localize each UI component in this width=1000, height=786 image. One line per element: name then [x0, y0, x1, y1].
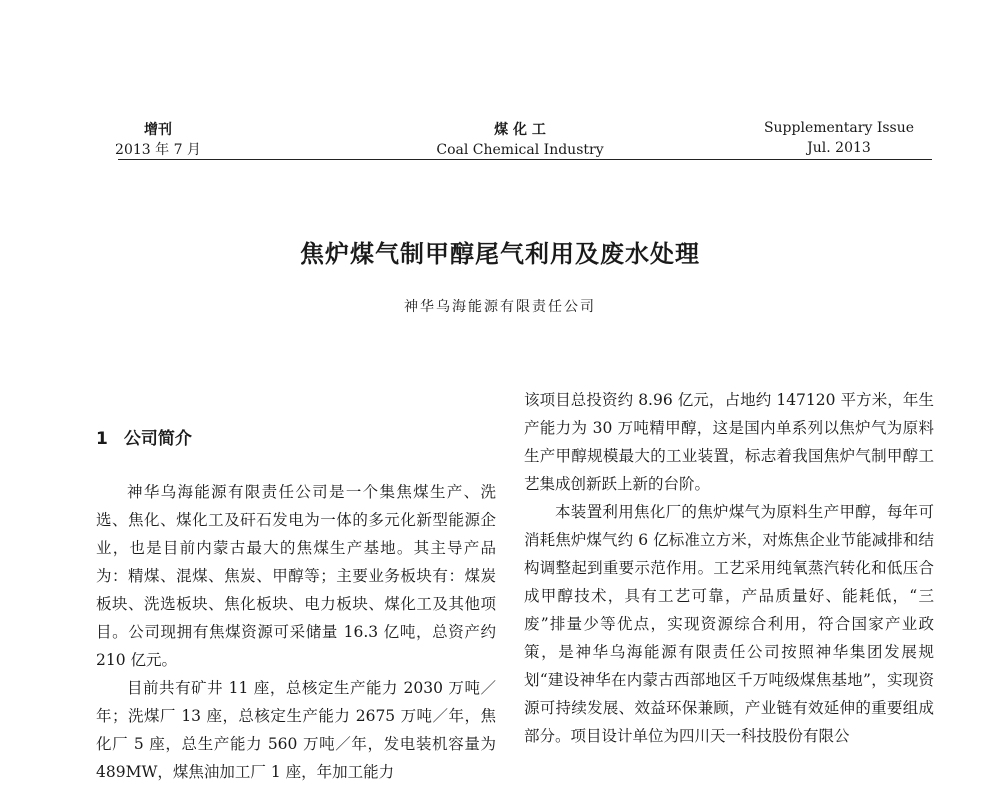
issue-label: 增刊	[144, 122, 172, 138]
section-heading	[96, 424, 192, 449]
journal-issue-info	[98, 120, 218, 160]
article-title: 焦炉煤气制甲醇尾气利用及废水处理	[300, 240, 700, 268]
issue-date: 2013 年 7 月	[115, 142, 201, 158]
issue-date-en: Jul. 2013	[807, 140, 871, 156]
right-column	[524, 386, 934, 750]
left-column	[96, 478, 496, 786]
paragraph: 本装置利用焦化厂的焦炉煤气为原料生产甲醇，每年可消耗焦炉煤气约 6 亿标准立方米，对炼焦企业节能减排和结构调整起到重要示范作用。工艺采用纯氧蒸汽转化和低压合成甲醇技术，具有工艺可靠，产品质量好、能耗低，“三废”排量少等优点，实现资源综合利用，符合国家产业政策，是神华乌海能源有限责任公司按照神华集团发展规划“建设神华在内蒙古西部地区千万吨级煤焦基地”，实现资源可持续发展、效益环保兼顾，产业链有效延伸的重要组成部分。项目设计单位为四川天一科技股份有限公	[524, 503, 934, 745]
journal-name-cn: 煤 化 工	[494, 122, 546, 138]
paragraph: 神华乌海能源有限责任公司是一个集焦煤生产、洗选、焦化、煤化工及矸石发电为一体的多元化新型能源企业，也是目前内蒙古最大的焦煤生产基地。其主导产品为：精煤、混煤、焦炭、甲醇等；主要业务板块有：煤炭板块、洗选板块、焦化板块、电力板块、煤化工及其他项目。公司现拥有焦煤资源可采储量 16.3 亿吨，总资产约 210 亿元。	[96, 483, 496, 669]
section-number: 1	[96, 429, 108, 449]
journal-issue-info-en	[744, 118, 934, 158]
journal-name-en: Coal Chemical Industry	[436, 142, 604, 158]
journal-name	[400, 120, 640, 160]
issue-label-en: Supplementary Issue	[763, 120, 915, 136]
paragraph: 目前共有矿井 11 座，总核定生产能力 2030 万吨／年；洗煤厂 13 座，总核定生产能力 2675 万吨／年，焦化厂 5 座，总生产能力 560 万吨／年，发电装机容量为 489MW，煤焦油加工厂 1 座，年加工能力	[96, 679, 496, 781]
paragraph: 该项目总投资约 8.96 亿元，占地约 147120 平方米，年生产能力为 30 万吨精甲醇，这是国内单系列以焦炉气为原料生产甲醇规模最大的工业装置，标志着我国焦炉气制甲醇工艺集成创新跃上新的台阶。	[524, 391, 934, 493]
section-title: 公司简介	[123, 429, 192, 449]
header-divider	[118, 159, 932, 160]
article-author: 神华乌海能源有限责任公司	[404, 299, 596, 315]
